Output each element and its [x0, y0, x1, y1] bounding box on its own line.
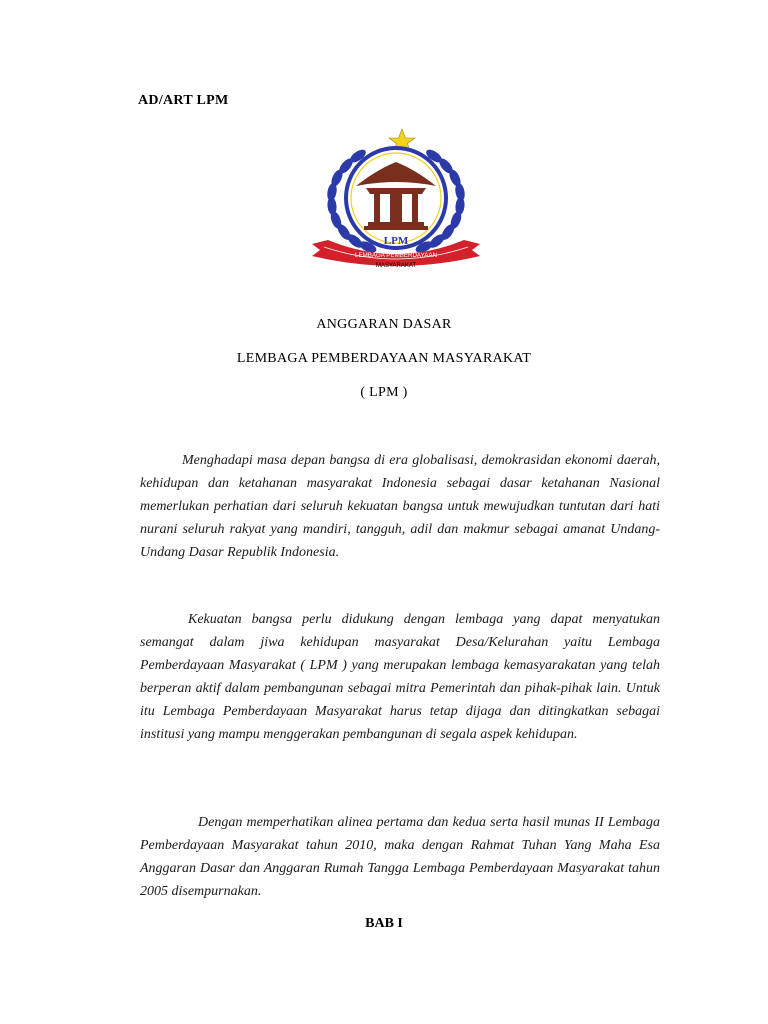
- ribbon-text-line1: LEMBAGA PEMBERDAYAAN: [355, 252, 437, 259]
- title-line-1: ANGGARAN DASAR: [316, 317, 452, 332]
- paragraph-3: Dengan memperhatikan alinea pertama dan kedua serta hasil munas II Lembaga Pemberdayaan Masyarakat tahun 2010, maka dengan Rahmat Tuhan Yang Maha Esa Anggaran Dasar dan Anggaran Rumah Tangga Lembaga Pemberdayaan Masyarakat tahun 2005 disempurnakan.: [140, 815, 660, 899]
- document-header-label: AD/ART LPM: [138, 93, 229, 108]
- ribbon-text-line2: MASYARAKAT: [375, 263, 417, 269]
- paragraph-1: Menghadapi masa depan bangsa di era globalisasi, demokrasidan ekonomi daerah, kehidupan dan ketahanan masyarakat Indonesia sebagai dasar ketahanan Nasional memerlukan perhatian dari seluruh kekuatan bangsa untuk mewujudkan tuntutan dari hati nurani seluruh rakyat yang mandiri, tangguh, adil dan makmur sebagai amanat Undang-Undang Dasar Republik Indonesia.: [140, 453, 660, 560]
- lpm-logo: [306, 126, 486, 272]
- title-line-2: LEMBAGA PEMBERDAYAAN MASYARAKAT: [236, 351, 532, 366]
- chapter-heading: BAB I: [365, 916, 403, 931]
- emblem-text: LPM: [383, 235, 409, 247]
- title-line-3: ( LPM ): [360, 385, 408, 400]
- paragraph-2: Kekuatan bangsa perlu didukung dengan lembaga yang dapat menyatukan semangat dalam jiwa kehidupan masyarakat Desa/Kelurahan yaitu Lembaga Pemberdayaan Masyarakat ( LPM ) yang merupakan lembaga kemasyarakatan yang telah berperan aktif dalam pembangunan sebagai mitra Pemerintah dan pihak-pihak lain. Untuk itu Lembaga Pemberdayaan Masyarakat harus tetap dijaga dan ditingkatkan sebagai institusi yang mampu menggerakan pembangunan di segala aspek kehidupan.: [140, 612, 660, 742]
